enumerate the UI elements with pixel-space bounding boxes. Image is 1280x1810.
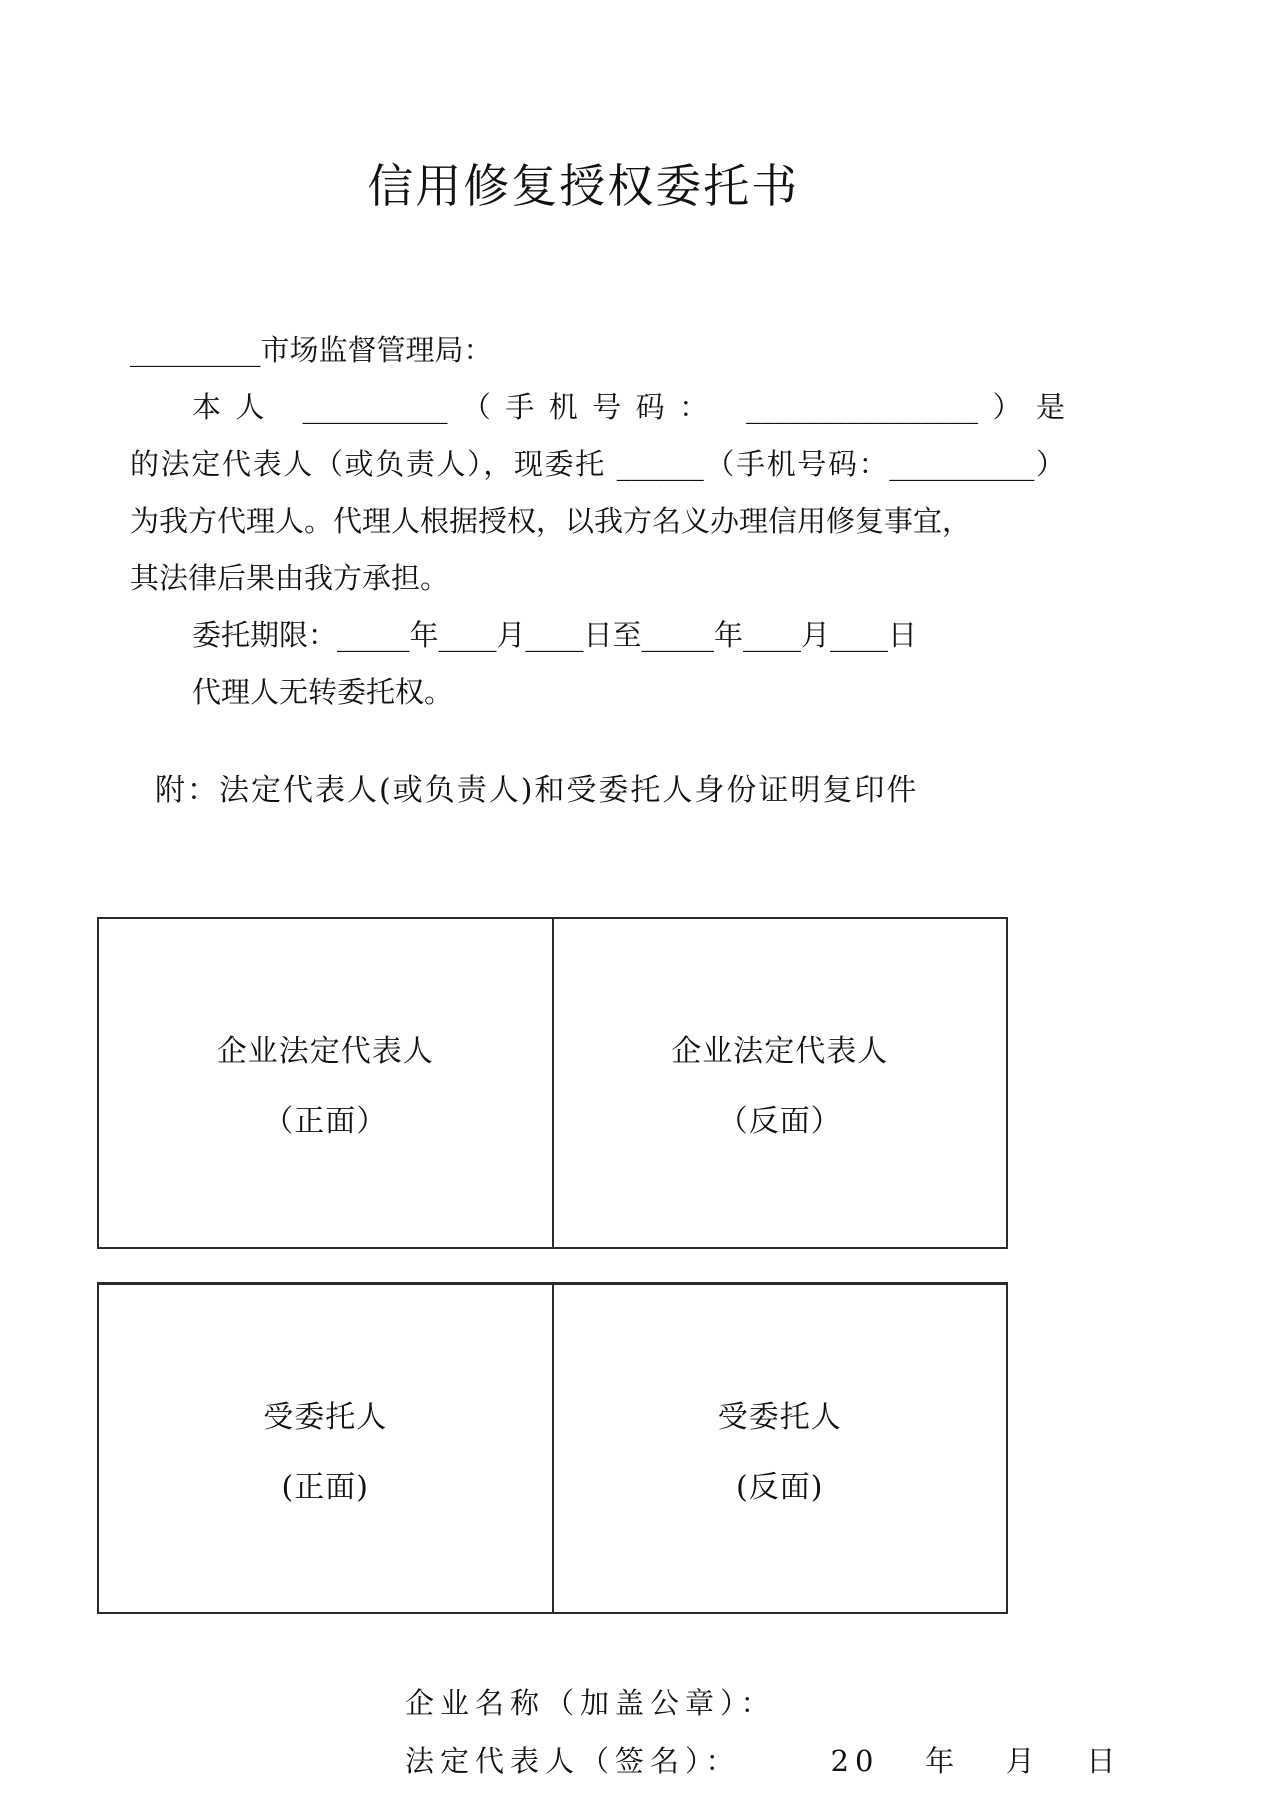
id-photo-cell-legal-rep-front [99,919,554,1247]
no-subdelegation-line: 代理人无转委托权。 [192,675,454,709]
document-body [130,322,1065,721]
document-title: 信用修复授权委托书 [367,159,800,213]
id-photo-box-trustee [97,1282,1008,1614]
legal-rep-front-side: （正面） [263,1104,388,1139]
id-photo-cell-trustee-back [554,1285,1007,1612]
attachment-note: 附：法定代表人(或负责人)和受委托人身份证明复印件 [155,773,919,808]
liability-line: 其法律后果由我方承担。 [130,561,450,595]
date-line: 20 年 月 日 [830,1744,1122,1778]
signature-label: 法定代表人（签名）： [405,1744,741,1778]
trustee-front-side: (正面) [281,1469,369,1505]
term-line: 委托期限：_____年____月____日至_____年____月____日 [192,618,918,652]
representative-line: 的法定代表人（或负责人），现委托 ______（手机号码：__________） [130,447,1065,481]
company-seal-label: 企业名称（加盖公章）： [405,1686,776,1720]
signature-row [405,1732,1280,1790]
trustee-back-label: 受委托人 [717,1399,842,1435]
trustee-front-label: 受委托人 [263,1399,388,1435]
legal-rep-front-label: 企业法定代表人 [216,1034,434,1069]
salutation-line: _________市场监督管理局： [130,333,493,367]
id-photo-cell-trustee-front [99,1285,554,1612]
legal-rep-back-label: 企业法定代表人 [671,1034,889,1069]
agent-authorization-line: 为我方代理人。代理人根据授权，以我方名义办理信用修复事宜， [130,504,972,538]
trustee-back-side: (反面) [736,1469,824,1505]
document-footer [405,1674,1280,1790]
id-photo-cell-legal-rep-back [554,919,1007,1247]
id-photo-box-legal-rep [97,917,1008,1249]
legal-rep-back-side: （反面） [717,1104,842,1139]
principal-line: 本人 __________（手机号码： ________________）是 [192,390,1065,424]
